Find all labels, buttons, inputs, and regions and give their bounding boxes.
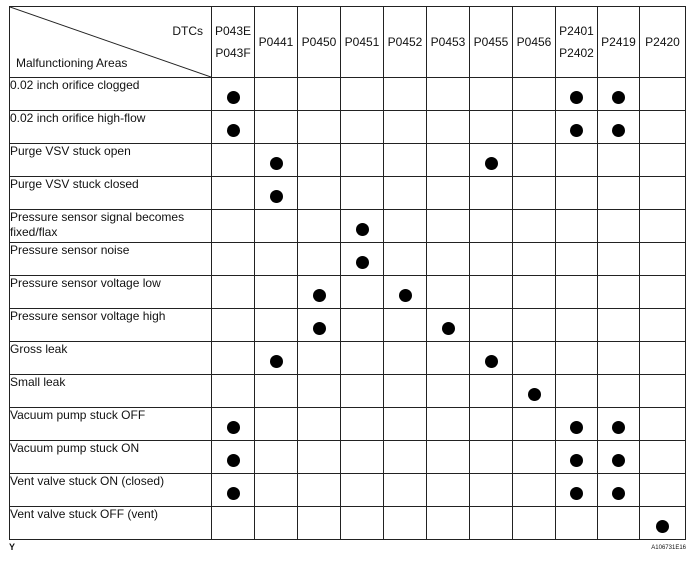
matrix-cell <box>341 243 384 276</box>
dtc-code-header <box>556 7 598 78</box>
matrix-cell <box>427 441 470 474</box>
matrix-cell <box>427 243 470 276</box>
matrix-cell <box>556 111 598 144</box>
matrix-cell <box>640 78 686 111</box>
malfunction-area-label: Gross leak <box>10 342 212 375</box>
matrix-cell <box>255 375 298 408</box>
matrix-cell <box>513 342 556 375</box>
matrix-cell <box>427 144 470 177</box>
matrix-cell <box>212 441 255 474</box>
dtc-code-label: P2419 <box>601 35 636 49</box>
matrix-cell <box>513 177 556 210</box>
matrix-cell <box>384 441 427 474</box>
matrix-cell <box>212 144 255 177</box>
dtc-code-label: P0456 <box>516 35 552 49</box>
table-row <box>10 144 686 177</box>
matrix-cell <box>598 243 640 276</box>
matrix-cell <box>556 408 598 441</box>
applicable-dot-icon <box>570 487 583 500</box>
dtc-code-header <box>255 7 298 78</box>
applicable-dot-icon <box>485 355 498 368</box>
applicable-dot-icon <box>313 289 326 302</box>
matrix-cell <box>427 309 470 342</box>
matrix-cell <box>427 507 470 540</box>
matrix-cell <box>470 375 513 408</box>
matrix-cell <box>298 408 341 441</box>
dtc-code-header <box>384 7 427 78</box>
table-header-row <box>10 7 686 78</box>
table-row <box>10 507 686 540</box>
matrix-cell <box>640 276 686 309</box>
table-row <box>10 441 686 474</box>
matrix-cell <box>341 507 384 540</box>
matrix-cell <box>384 507 427 540</box>
matrix-cell <box>513 78 556 111</box>
area-axis-label: Malfunctioning Areas <box>16 56 128 70</box>
malfunction-area-label: 0.02 inch orifice clogged <box>10 78 212 111</box>
applicable-dot-icon <box>612 91 625 104</box>
matrix-cell <box>640 309 686 342</box>
matrix-cell <box>556 474 598 507</box>
dtc-code-header <box>598 7 640 78</box>
applicable-dot-icon <box>612 421 625 434</box>
applicable-dot-icon <box>612 454 625 467</box>
malfunction-area-label: Purge VSV stuck closed <box>10 177 212 210</box>
matrix-cell <box>427 342 470 375</box>
matrix-cell <box>513 111 556 144</box>
matrix-cell <box>298 474 341 507</box>
table-row <box>10 78 686 111</box>
matrix-cell <box>255 177 298 210</box>
dtc-code-header <box>513 7 556 78</box>
matrix-cell <box>384 243 427 276</box>
dtc-code-header <box>640 7 686 78</box>
matrix-cell <box>598 507 640 540</box>
malfunction-area-label: Pressure sensor voltage low <box>10 276 212 309</box>
matrix-cell <box>556 243 598 276</box>
matrix-cell <box>640 342 686 375</box>
matrix-cell <box>255 276 298 309</box>
matrix-cell <box>598 78 640 111</box>
matrix-cell <box>513 243 556 276</box>
matrix-cell <box>598 408 640 441</box>
matrix-cell <box>341 342 384 375</box>
matrix-cell <box>470 441 513 474</box>
dtc-code-header <box>470 7 513 78</box>
matrix-cell <box>598 474 640 507</box>
matrix-cell <box>255 243 298 276</box>
matrix-cell <box>255 144 298 177</box>
applicable-dot-icon <box>227 124 240 137</box>
matrix-cell <box>598 342 640 375</box>
matrix-cell <box>384 111 427 144</box>
applicable-dot-icon <box>570 421 583 434</box>
matrix-cell <box>470 243 513 276</box>
applicable-dot-icon <box>270 355 283 368</box>
matrix-cell <box>341 177 384 210</box>
table-row <box>10 210 686 243</box>
matrix-cell <box>427 408 470 441</box>
malfunction-area-label: Pressure sensor noise <box>10 243 212 276</box>
dtc-code-label: P2401 <box>559 24 594 38</box>
matrix-cell <box>640 144 686 177</box>
malfunction-area-label: Vacuum pump stuck ON <box>10 441 212 474</box>
matrix-cell <box>298 342 341 375</box>
matrix-cell <box>640 210 686 243</box>
matrix-cell <box>427 276 470 309</box>
malfunction-area-label: Purge VSV stuck open <box>10 144 212 177</box>
matrix-cell <box>384 342 427 375</box>
matrix-cell <box>255 507 298 540</box>
matrix-cell <box>640 441 686 474</box>
matrix-cell <box>470 309 513 342</box>
figure-id: A106731E16 <box>651 545 686 551</box>
matrix-cell <box>598 111 640 144</box>
matrix-cell <box>255 441 298 474</box>
table-row <box>10 408 686 441</box>
matrix-cell <box>212 474 255 507</box>
matrix-cell <box>513 441 556 474</box>
table-row <box>10 111 686 144</box>
matrix-cell <box>298 210 341 243</box>
matrix-cell <box>298 507 341 540</box>
applicable-dot-icon <box>313 322 326 335</box>
matrix-cell <box>640 177 686 210</box>
matrix-cell <box>513 474 556 507</box>
matrix-cell <box>212 276 255 309</box>
matrix-cell <box>341 474 384 507</box>
matrix-cell <box>341 210 384 243</box>
matrix-cell <box>470 177 513 210</box>
matrix-cell <box>640 111 686 144</box>
matrix-cell <box>513 408 556 441</box>
matrix-cell <box>212 342 255 375</box>
matrix-cell <box>384 375 427 408</box>
malfunction-area-label: Vent valve stuck OFF (vent) <box>10 507 212 540</box>
applicable-dot-icon <box>270 157 283 170</box>
table-row <box>10 375 686 408</box>
dtc-code-header <box>212 7 255 78</box>
applicable-dot-icon <box>399 289 412 302</box>
matrix-cell <box>640 408 686 441</box>
matrix-cell <box>427 474 470 507</box>
matrix-cell <box>255 474 298 507</box>
matrix-cell <box>598 309 640 342</box>
matrix-cell <box>470 78 513 111</box>
dtc-code-label: P0451 <box>344 35 380 49</box>
applicable-dot-icon <box>528 388 541 401</box>
matrix-cell <box>384 408 427 441</box>
applicable-dot-icon <box>570 124 583 137</box>
matrix-cell <box>598 375 640 408</box>
matrix-cell <box>598 210 640 243</box>
malfunction-area-label: 0.02 inch orifice high-flow <box>10 111 212 144</box>
matrix-cell <box>255 408 298 441</box>
matrix-cell <box>341 309 384 342</box>
table-row <box>10 243 686 276</box>
dtc-code-label: P0452 <box>387 35 423 49</box>
matrix-cell <box>513 144 556 177</box>
matrix-cell <box>513 375 556 408</box>
matrix-cell <box>556 507 598 540</box>
malfunction-area-label: Small leak <box>10 375 212 408</box>
malfunction-area-label: Pressure sensor voltage high <box>10 309 212 342</box>
matrix-cell <box>556 309 598 342</box>
applicable-dot-icon <box>442 322 455 335</box>
matrix-cell <box>212 177 255 210</box>
table-row <box>10 474 686 507</box>
matrix-cell <box>298 144 341 177</box>
matrix-cell <box>298 309 341 342</box>
footer-mark: Y <box>9 542 16 552</box>
matrix-cell <box>298 78 341 111</box>
applicable-dot-icon <box>570 454 583 467</box>
matrix-cell <box>470 474 513 507</box>
matrix-cell <box>384 144 427 177</box>
dtc-code-header <box>298 7 341 78</box>
malfunction-area-label: Pressure sensor signal becomes fixed/flax <box>10 210 212 243</box>
matrix-cell <box>556 78 598 111</box>
applicable-dot-icon <box>356 223 369 236</box>
dtc-code-header <box>427 7 470 78</box>
matrix-cell <box>427 111 470 144</box>
dtc-code-label: P0441 <box>258 35 294 49</box>
dtc-code-label: P043E <box>214 24 252 38</box>
applicable-dot-icon <box>612 124 625 137</box>
dtc-code-label: P043F <box>215 46 251 60</box>
dtc-code-label: P0450 <box>301 35 337 49</box>
matrix-cell <box>298 375 341 408</box>
matrix-cell <box>384 78 427 111</box>
matrix-cell <box>470 144 513 177</box>
matrix-cell <box>298 111 341 144</box>
matrix-cell <box>556 342 598 375</box>
matrix-cell <box>556 144 598 177</box>
table-row <box>10 342 686 375</box>
dtc-code-label: P2420 <box>645 35 680 49</box>
table-row <box>10 309 686 342</box>
matrix-cell <box>384 210 427 243</box>
matrix-cell <box>341 276 384 309</box>
matrix-cell <box>556 375 598 408</box>
matrix-cell <box>212 375 255 408</box>
matrix-cell <box>212 111 255 144</box>
matrix-cell <box>598 276 640 309</box>
matrix-cell <box>598 441 640 474</box>
applicable-dot-icon <box>612 487 625 500</box>
matrix-cell <box>384 309 427 342</box>
matrix-cell <box>298 177 341 210</box>
matrix-cell <box>341 78 384 111</box>
matrix-cell <box>212 210 255 243</box>
matrix-cell <box>513 276 556 309</box>
matrix-cell <box>427 78 470 111</box>
matrix-cell <box>513 210 556 243</box>
dtc-matrix-table <box>9 6 686 540</box>
table-body <box>10 78 686 540</box>
matrix-cell <box>255 210 298 243</box>
matrix-cell <box>255 309 298 342</box>
matrix-cell <box>427 177 470 210</box>
matrix-cell <box>255 78 298 111</box>
matrix-cell <box>341 375 384 408</box>
dtc-code-label: P0455 <box>473 35 509 49</box>
malfunction-area-label: Vent valve stuck ON (closed) <box>10 474 212 507</box>
matrix-cell <box>556 276 598 309</box>
matrix-cell <box>298 441 341 474</box>
applicable-dot-icon <box>227 487 240 500</box>
matrix-cell <box>384 276 427 309</box>
matrix-cell <box>556 441 598 474</box>
matrix-cell <box>470 276 513 309</box>
dtc-code-label: P2402 <box>559 46 594 60</box>
matrix-cell <box>341 111 384 144</box>
matrix-cell <box>212 507 255 540</box>
matrix-cell <box>470 210 513 243</box>
matrix-cell <box>427 375 470 408</box>
dtc-code-header <box>341 7 384 78</box>
matrix-cell <box>513 309 556 342</box>
matrix-cell <box>384 177 427 210</box>
applicable-dot-icon <box>227 91 240 104</box>
matrix-cell <box>255 342 298 375</box>
matrix-cell <box>212 243 255 276</box>
matrix-cell <box>556 177 598 210</box>
matrix-cell <box>513 507 556 540</box>
applicable-dot-icon <box>485 157 498 170</box>
matrix-cell <box>212 78 255 111</box>
applicable-dot-icon <box>656 520 669 533</box>
applicable-dot-icon <box>270 190 283 203</box>
matrix-cell <box>212 408 255 441</box>
table-row <box>10 177 686 210</box>
matrix-cell <box>341 441 384 474</box>
applicable-dot-icon <box>227 454 240 467</box>
dtc-matrix-sheet <box>9 6 685 539</box>
applicable-dot-icon <box>227 421 240 434</box>
matrix-cell <box>640 474 686 507</box>
matrix-cell <box>640 507 686 540</box>
matrix-cell <box>640 243 686 276</box>
matrix-cell <box>427 210 470 243</box>
matrix-cell <box>341 408 384 441</box>
matrix-cell <box>470 342 513 375</box>
table-row <box>10 276 686 309</box>
matrix-cell <box>556 210 598 243</box>
matrix-cell <box>341 144 384 177</box>
matrix-cell <box>212 309 255 342</box>
matrix-cell <box>255 111 298 144</box>
matrix-cell <box>470 408 513 441</box>
dtc-code-label: P0453 <box>430 35 466 49</box>
matrix-cell <box>598 177 640 210</box>
malfunction-area-label: Vacuum pump stuck OFF <box>10 408 212 441</box>
matrix-cell <box>298 276 341 309</box>
matrix-cell <box>470 111 513 144</box>
applicable-dot-icon <box>356 256 369 269</box>
matrix-cell <box>298 243 341 276</box>
applicable-dot-icon <box>570 91 583 104</box>
matrix-cell <box>640 375 686 408</box>
header-corner-cell <box>10 7 212 78</box>
matrix-cell <box>598 144 640 177</box>
dtc-axis-label: DTCs <box>172 24 203 38</box>
matrix-cell <box>384 474 427 507</box>
matrix-cell <box>470 507 513 540</box>
